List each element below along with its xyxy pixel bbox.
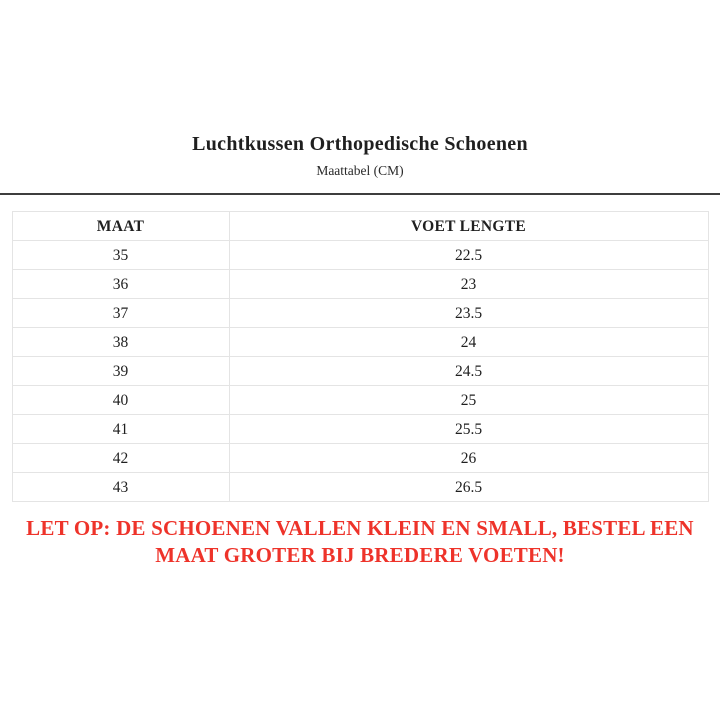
voet-lengte-cell: 26.5 xyxy=(229,473,708,502)
voet-lengte-cell: 25.5 xyxy=(229,415,708,444)
warning-text: LET OP: DE SCHOENEN VALLEN KLEIN EN SMALL, BESTEL EEN MAAT GROTER BIJ BREDERE VOETEN! xyxy=(26,516,694,568)
voet-lengte-cell: 22.5 xyxy=(229,241,708,270)
maat-cell: 41 xyxy=(12,415,229,444)
table-row xyxy=(12,386,708,415)
table-row xyxy=(12,299,708,328)
table-row xyxy=(12,241,708,270)
table-row xyxy=(12,270,708,299)
table-row xyxy=(12,328,708,357)
column-header-voet-lengte: VOET LENGTE xyxy=(229,212,708,241)
voet-lengte-cell: 26 xyxy=(229,444,708,473)
maat-cell: 38 xyxy=(12,328,229,357)
voet-lengte-cell: 24 xyxy=(229,328,708,357)
voet-lengte-cell: 25 xyxy=(229,386,708,415)
header-divider xyxy=(0,193,720,195)
table-row xyxy=(12,415,708,444)
maat-cell: 40 xyxy=(12,386,229,415)
maat-cell: 36 xyxy=(12,270,229,299)
maat-cell: 37 xyxy=(12,299,229,328)
table-header-row xyxy=(12,212,708,241)
page-subtitle: Maattabel (CM) xyxy=(316,163,404,178)
voet-lengte-cell: 24.5 xyxy=(229,357,708,386)
column-header-maat: MAAT xyxy=(12,212,229,241)
maat-cell: 35 xyxy=(12,241,229,270)
table-row xyxy=(12,444,708,473)
voet-lengte-cell: 23 xyxy=(229,270,708,299)
table-row xyxy=(12,473,708,502)
size-table xyxy=(12,211,709,502)
table-row xyxy=(12,357,708,386)
voet-lengte-cell: 23.5 xyxy=(229,299,708,328)
maat-cell: 43 xyxy=(12,473,229,502)
maat-cell: 39 xyxy=(12,357,229,386)
page-title: Luchtkussen Orthopedische Schoenen xyxy=(192,133,528,155)
maat-cell: 42 xyxy=(12,444,229,473)
